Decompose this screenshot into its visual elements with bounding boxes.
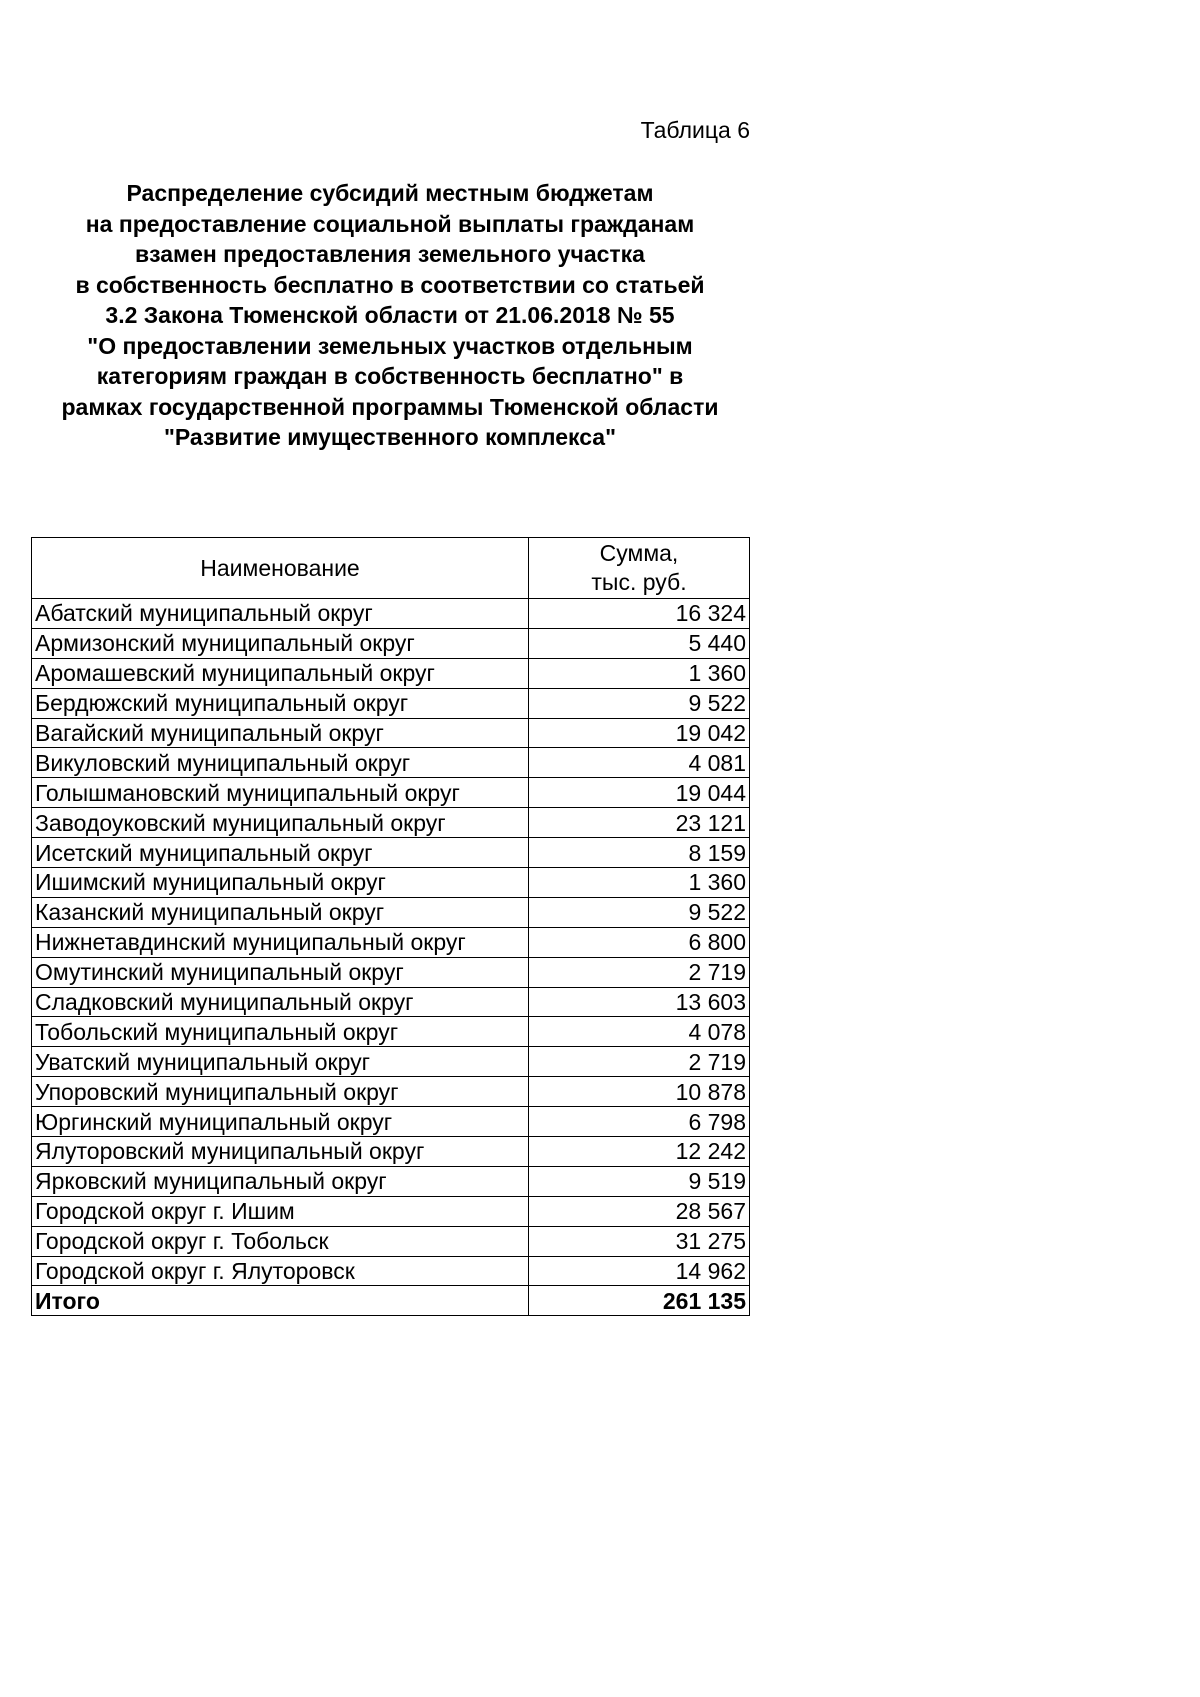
row-name: Омутинский муниципальный округ: [32, 957, 529, 987]
row-sum: 9 522: [529, 897, 750, 927]
table-body: [32, 599, 750, 1286]
table-row: [32, 897, 750, 927]
header-sum-unit: тыс. руб.: [591, 569, 687, 595]
row-name: Вагайский муниципальный округ: [32, 718, 529, 748]
row-sum: 9 519: [529, 1166, 750, 1196]
table-row: [32, 927, 750, 957]
row-sum: 2 719: [529, 1047, 750, 1077]
header-name: Наименование: [32, 538, 529, 599]
row-name: Ишимский муниципальный округ: [32, 868, 529, 898]
row-name: Голышмановский муниципальный округ: [32, 778, 529, 808]
row-sum: 9 522: [529, 688, 750, 718]
row-sum: 19 044: [529, 778, 750, 808]
row-name: Уватский муниципальный округ: [32, 1047, 529, 1077]
table-row: [32, 838, 750, 868]
row-name: Юргинский муниципальный округ: [32, 1107, 529, 1137]
table-row: [32, 628, 750, 658]
table-row: [32, 1226, 750, 1256]
title-line: Распределение субсидий местным бюджетам: [126, 180, 654, 206]
row-sum: 28 567: [529, 1196, 750, 1226]
title-line: категориям граждан в собственность бесплатно" в: [96, 363, 684, 389]
table-row: [32, 987, 750, 1017]
row-name: Исетский муниципальный округ: [32, 838, 529, 868]
row-sum: 12 242: [529, 1137, 750, 1167]
total-sum: 261 135: [529, 1286, 750, 1316]
row-name: Абатский муниципальный округ: [32, 599, 529, 629]
title-line: в собственность бесплатно в соответствии со статьей: [75, 271, 705, 298]
table-row: [32, 748, 750, 778]
table-row: [32, 599, 750, 629]
row-sum: 23 121: [529, 808, 750, 838]
row-name: Ярковский муниципальный округ: [32, 1166, 529, 1196]
table-row: [32, 778, 750, 808]
row-name: Городской округ г. Тобольск: [32, 1226, 529, 1256]
table-row: [32, 868, 750, 898]
row-name: Упоровский муниципальный округ: [32, 1077, 529, 1107]
row-sum: 13 603: [529, 987, 750, 1017]
total-row: [32, 1286, 750, 1316]
row-sum: 1 360: [529, 658, 750, 688]
row-name: Викуловский муниципальный округ: [32, 748, 529, 778]
title-line: взамен предоставления земельного участка: [135, 241, 645, 267]
row-sum: 19 042: [529, 718, 750, 748]
table-row: [32, 1107, 750, 1137]
row-sum: 8 159: [529, 838, 750, 868]
row-sum: 6 798: [529, 1107, 750, 1137]
row-name: Сладковский муниципальный округ: [32, 987, 529, 1017]
row-name: Заводоуковский муниципальный округ: [32, 808, 529, 838]
table-row: [32, 1017, 750, 1047]
table-row: [32, 957, 750, 987]
row-name: Нижнетавдинский муниципальный округ: [32, 927, 529, 957]
title-line: на предоставление социальной выплаты гражданам: [85, 210, 695, 237]
row-name: Ялуторовский муниципальный округ: [32, 1137, 529, 1167]
header-sum: [529, 538, 750, 599]
row-sum: 4 081: [529, 748, 750, 778]
title-line: "О предоставлении земельных участков отдельным: [87, 332, 693, 359]
row-name: Казанский муниципальный округ: [32, 897, 529, 927]
row-name: Армизонский муниципальный округ: [32, 628, 529, 658]
document-title: [20, 178, 760, 453]
table-row: [32, 1196, 750, 1226]
table-row: [32, 808, 750, 838]
table-row: [32, 1166, 750, 1196]
table-row: [32, 718, 750, 748]
title-line: рамках государственной программы Тюменской области: [61, 393, 719, 420]
row-sum: 5 440: [529, 628, 750, 658]
row-name: Аромашевский муниципальный округ: [32, 658, 529, 688]
row-sum: 10 878: [529, 1077, 750, 1107]
row-name: Городской округ г. Ялуторовск: [32, 1256, 529, 1286]
row-sum: 31 275: [529, 1226, 750, 1256]
table-header-row: [32, 538, 750, 599]
total-label: Итого: [32, 1286, 529, 1316]
row-sum: 4 078: [529, 1017, 750, 1047]
row-name: Бердюжский муниципальный округ: [32, 688, 529, 718]
table-row: [32, 1137, 750, 1167]
title-line: 3.2 Закона Тюменской области от 21.06.2018 № 55: [105, 302, 675, 328]
row-sum: 14 962: [529, 1256, 750, 1286]
row-name: Тобольский муниципальный округ: [32, 1017, 529, 1047]
row-sum: 6 800: [529, 927, 750, 957]
row-sum: 16 324: [529, 599, 750, 629]
table-row: [32, 1256, 750, 1286]
header-sum-line: Сумма,: [599, 540, 679, 566]
table-row: [32, 1047, 750, 1077]
row-sum: 2 719: [529, 957, 750, 987]
row-sum: 1 360: [529, 868, 750, 898]
table-row: [32, 658, 750, 688]
table-row: [32, 688, 750, 718]
distribution-table: [31, 537, 750, 1316]
title-line: "Развитие имущественного комплекса": [163, 424, 616, 450]
row-name: Городской округ г. Ишим: [32, 1196, 529, 1226]
table-row: [32, 1077, 750, 1107]
table-number-label: Таблица 6: [640, 117, 750, 143]
